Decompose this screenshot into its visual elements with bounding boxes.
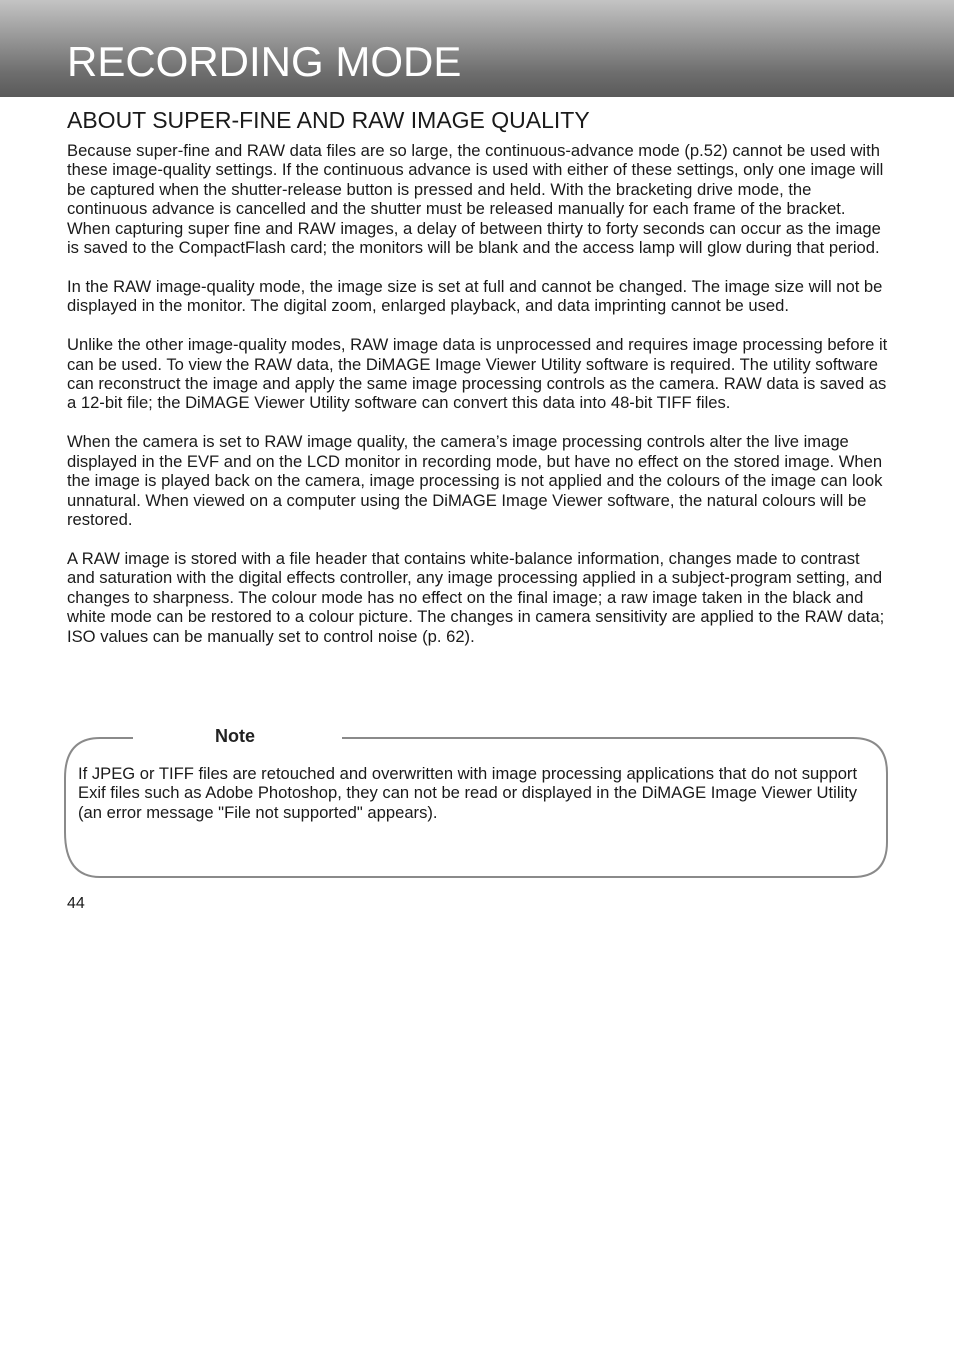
paragraph-raw-image-size: In the RAW image-quality mode, the image size is set at full and cannot be changed. The image size will not be displayed in the monitor. The digital zoom, enlarged playback, and data imprinting cannot be used. [67,276,883,316]
paragraph-raw-processing: Unlike the other image-quality modes, RAW image data is unprocessed and requires image processing before it can be used. To view the RAW data, the DiMAGE Image Viewer Utility software is required. The utility software can reconstruct the image and apply the same image processing controls as the camera. RAW data is saved as a 12-bit file; the DiMAGE Viewer Utility software can convert this data into 48-bit TIFF files. [67,335,888,413]
note-text: If JPEG or TIFF files are retouched and overwritten with image processing applications that do not support Exif files such as Adobe Photoshop, they can not be read or displayed in the DiMAGE Image Viewer Utility (an error message "File not supported" appears). [78,764,858,822]
page-number: 44 [67,895,85,912]
paragraph-raw-live-image: When the camera is set to RAW image quality, the camera’s image processing controls alter the live image displayed in the EVF and on the LCD monitor in recording mode, but have no effect on the stored image. When the image is played back on the camera, image processing is not applied and the colours of the image can look unnatural. When viewed on a computer using the DiMAGE Image Viewer software, the natural colours will be restored. [67,432,883,529]
note-label: Note [215,726,255,746]
paragraph-raw-file-header: A RAW image is stored with a file header that contains white-balance information, changes made to contrast and saturation with the digital effects controller, any image processing applied in a subject-program setting, and changes to sharpness. The colour mode has no effect on the final image; a raw image taken in the black and white mode can be restored to a colour picture. The changes in camera sensitivity are applied to the RAW data; ISO values can be manually set to control noise (p. 62). [67,548,885,646]
page-title: RECORDING MODE [67,38,462,85]
body-text [67,141,889,665]
section-heading: ABOUT SUPER-FINE AND RAW IMAGE QUALITY [67,107,590,133]
paragraph-super-fine-raw-delay: Because super-fine and RAW data files are so large, the continuous-advance mode (p.52) cannot be used with these image-quality settings. If the continuous advance is used with either of these settings, only one image will be captured when the shutter-release button is pressed and held. With the bracketing drive mode, the continuous advance is cancelled and the shutter must be released manually for each frame of the bracket. When capturing super fine and RAW images, a delay of between thirty to forty seconds can occur as the image is saved to the CompactFlash card; the monitors will be blank and the access lamp will glow during that period. [67,141,884,258]
